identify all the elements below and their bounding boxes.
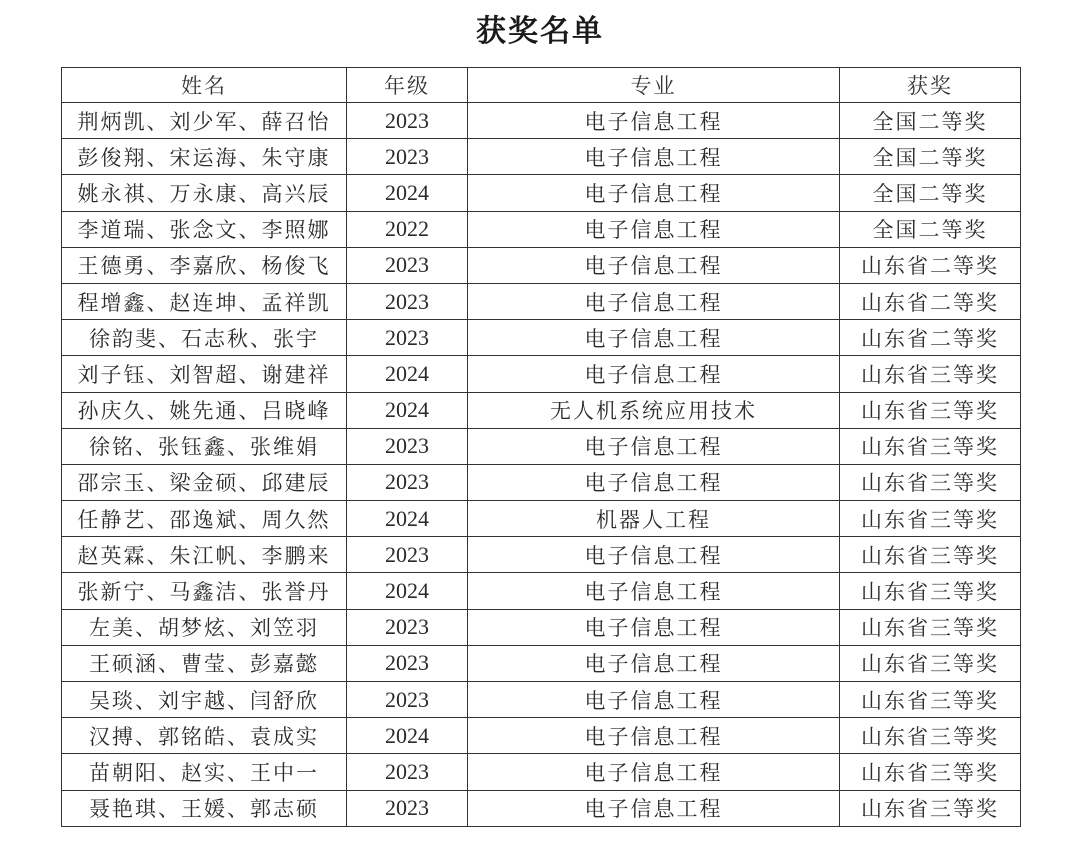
cell-major: 电子信息工程 bbox=[468, 211, 840, 247]
table-row bbox=[62, 537, 1021, 573]
cell-award: 全国二等奖 bbox=[840, 175, 1021, 211]
column-header-name: 姓名 bbox=[62, 68, 347, 103]
cell-year: 2023 bbox=[347, 645, 468, 681]
cell-names: 程增鑫、赵连坤、孟祥凯 bbox=[62, 283, 347, 319]
cell-award: 全国二等奖 bbox=[840, 139, 1021, 175]
cell-award: 山东省二等奖 bbox=[840, 283, 1021, 319]
table-row bbox=[62, 320, 1021, 356]
cell-year: 2023 bbox=[347, 320, 468, 356]
cell-major: 电子信息工程 bbox=[468, 428, 840, 464]
cell-year: 2023 bbox=[347, 609, 468, 645]
cell-year: 2023 bbox=[347, 283, 468, 319]
cell-names: 张新宁、马鑫洁、张誉丹 bbox=[62, 573, 347, 609]
cell-names: 刘子钰、刘智超、谢建祥 bbox=[62, 356, 347, 392]
cell-major: 电子信息工程 bbox=[468, 283, 840, 319]
cell-year: 2024 bbox=[347, 573, 468, 609]
cell-year: 2024 bbox=[347, 392, 468, 428]
table-row bbox=[62, 718, 1021, 754]
table-row bbox=[62, 211, 1021, 247]
cell-award: 山东省三等奖 bbox=[840, 718, 1021, 754]
cell-year: 2024 bbox=[347, 718, 468, 754]
table-row bbox=[62, 103, 1021, 139]
cell-award: 山东省三等奖 bbox=[840, 790, 1021, 826]
table-header-row bbox=[62, 68, 1021, 103]
cell-year: 2023 bbox=[347, 754, 468, 790]
table-body bbox=[62, 103, 1021, 827]
cell-award: 山东省三等奖 bbox=[840, 645, 1021, 681]
cell-year: 2022 bbox=[347, 211, 468, 247]
cell-year: 2023 bbox=[347, 790, 468, 826]
table-row bbox=[62, 464, 1021, 500]
cell-names: 孙庆久、姚先通、吕晓峰 bbox=[62, 392, 347, 428]
cell-names: 姚永祺、万永康、高兴辰 bbox=[62, 175, 347, 211]
table-row bbox=[62, 754, 1021, 790]
cell-names: 邵宗玉、梁金硕、邱建辰 bbox=[62, 464, 347, 500]
cell-names: 王硕涵、曹莹、彭嘉懿 bbox=[62, 645, 347, 681]
table-row bbox=[62, 428, 1021, 464]
cell-award: 山东省三等奖 bbox=[840, 609, 1021, 645]
cell-award: 全国二等奖 bbox=[840, 211, 1021, 247]
cell-major: 电子信息工程 bbox=[468, 320, 840, 356]
cell-names: 吴琰、刘宇越、闫舒欣 bbox=[62, 682, 347, 718]
cell-major: 电子信息工程 bbox=[468, 247, 840, 283]
cell-names: 任静艺、邵逸斌、周久然 bbox=[62, 501, 347, 537]
table-row bbox=[62, 609, 1021, 645]
table-row bbox=[62, 247, 1021, 283]
cell-year: 2023 bbox=[347, 682, 468, 718]
table-row bbox=[62, 283, 1021, 319]
cell-year: 2023 bbox=[347, 139, 468, 175]
cell-year: 2023 bbox=[347, 247, 468, 283]
column-header-award: 获奖 bbox=[840, 68, 1021, 103]
cell-names: 汉搏、郭铭皓、袁成实 bbox=[62, 718, 347, 754]
cell-award: 山东省三等奖 bbox=[840, 682, 1021, 718]
cell-award: 全国二等奖 bbox=[840, 103, 1021, 139]
cell-names: 李道瑞、张念文、李照娜 bbox=[62, 211, 347, 247]
table-row bbox=[62, 501, 1021, 537]
cell-year: 2023 bbox=[347, 103, 468, 139]
cell-names: 彭俊翔、宋运海、朱守康 bbox=[62, 139, 347, 175]
cell-award: 山东省三等奖 bbox=[840, 392, 1021, 428]
page-title: 获奖名单 bbox=[476, 14, 604, 49]
cell-year: 2024 bbox=[347, 175, 468, 211]
table-row bbox=[62, 356, 1021, 392]
cell-year: 2024 bbox=[347, 501, 468, 537]
table-row bbox=[62, 175, 1021, 211]
cell-names: 赵英霖、朱江帆、李鹏来 bbox=[62, 537, 347, 573]
cell-award: 山东省三等奖 bbox=[840, 573, 1021, 609]
cell-major: 电子信息工程 bbox=[468, 464, 840, 500]
cell-award: 山东省三等奖 bbox=[840, 428, 1021, 464]
cell-year: 2023 bbox=[347, 537, 468, 573]
cell-major: 电子信息工程 bbox=[468, 718, 840, 754]
table-row bbox=[62, 645, 1021, 681]
cell-names: 苗朝阳、赵实、王中一 bbox=[62, 754, 347, 790]
cell-major: 电子信息工程 bbox=[468, 645, 840, 681]
cell-award: 山东省三等奖 bbox=[840, 537, 1021, 573]
cell-major: 电子信息工程 bbox=[468, 609, 840, 645]
cell-award: 山东省二等奖 bbox=[840, 247, 1021, 283]
award-table bbox=[61, 67, 1021, 827]
table-row bbox=[62, 139, 1021, 175]
cell-award: 山东省三等奖 bbox=[840, 501, 1021, 537]
table-row bbox=[62, 573, 1021, 609]
table-row bbox=[62, 392, 1021, 428]
cell-major: 电子信息工程 bbox=[468, 139, 840, 175]
cell-year: 2024 bbox=[347, 356, 468, 392]
cell-year: 2023 bbox=[347, 428, 468, 464]
cell-names: 王德勇、李嘉欣、杨俊飞 bbox=[62, 247, 347, 283]
cell-major: 电子信息工程 bbox=[468, 175, 840, 211]
cell-major: 电子信息工程 bbox=[468, 682, 840, 718]
cell-major: 电子信息工程 bbox=[468, 356, 840, 392]
column-header-major: 专业 bbox=[468, 68, 840, 103]
cell-names: 徐铭、张钰鑫、张维娟 bbox=[62, 428, 347, 464]
column-header-year: 年级 bbox=[347, 68, 468, 103]
table-row bbox=[62, 790, 1021, 826]
cell-major: 无人机系统应用技术 bbox=[468, 392, 840, 428]
cell-names: 荆炳凯、刘少军、薛召怡 bbox=[62, 103, 347, 139]
cell-major: 电子信息工程 bbox=[468, 537, 840, 573]
cell-award: 山东省三等奖 bbox=[840, 754, 1021, 790]
cell-major: 电子信息工程 bbox=[468, 790, 840, 826]
cell-award: 山东省二等奖 bbox=[840, 320, 1021, 356]
cell-award: 山东省三等奖 bbox=[840, 356, 1021, 392]
cell-major: 电子信息工程 bbox=[468, 103, 840, 139]
cell-award: 山东省三等奖 bbox=[840, 464, 1021, 500]
table-row bbox=[62, 682, 1021, 718]
cell-names: 徐韵斐、石志秋、张宇 bbox=[62, 320, 347, 356]
cell-names: 聂艳琪、王媛、郭志硕 bbox=[62, 790, 347, 826]
cell-year: 2023 bbox=[347, 464, 468, 500]
cell-names: 左美、胡梦炫、刘笠羽 bbox=[62, 609, 347, 645]
cell-major: 机器人工程 bbox=[468, 501, 840, 537]
cell-major: 电子信息工程 bbox=[468, 573, 840, 609]
cell-major: 电子信息工程 bbox=[468, 754, 840, 790]
